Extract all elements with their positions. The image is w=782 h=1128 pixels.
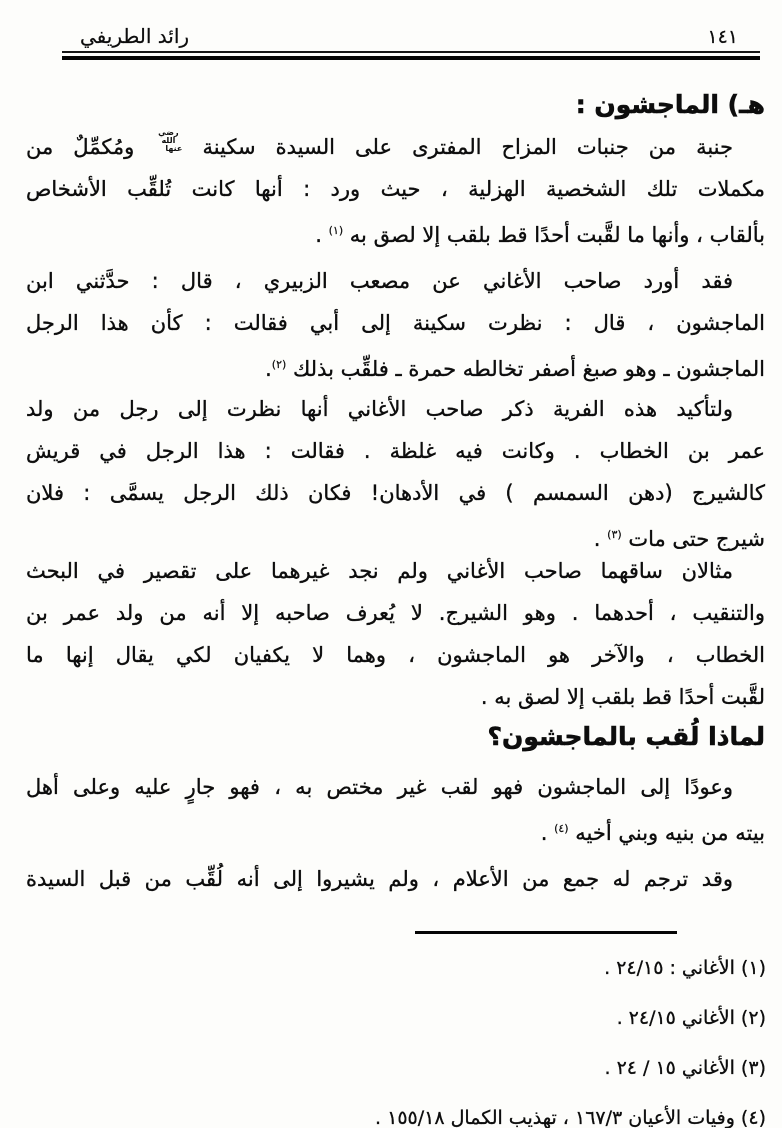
footnote-text: . xyxy=(375,1107,388,1128)
paragraph-line: والتنقيب ، أحدهما . وهو الشيرج. لا يُعرف صاحبه إلا أنه من ولد عمر بن xyxy=(26,601,765,625)
footnote-ref-4: (٤) xyxy=(554,822,569,835)
footnote-ref-1: (١) xyxy=(328,224,344,237)
paragraph-line: فقد أورد صاحب الأغاني عن مصعب الزبيري ، قال : حدَّثني ابن xyxy=(26,269,733,293)
citation-volume-page: ٢٤/١٥ xyxy=(616,957,664,979)
text-run: . xyxy=(315,223,329,247)
footnotes xyxy=(26,943,766,1128)
footnote-text: ، تهذيب الكمال xyxy=(444,1107,575,1128)
citation-volume-page: ٢٤/١٥ xyxy=(628,1007,676,1029)
footnote-text: . xyxy=(604,957,617,979)
citation-volume-page: ٢٤ / ١٥ xyxy=(616,1057,676,1079)
paragraph-1 xyxy=(26,126,765,256)
paragraph-line: لقَّبت أحدًا قط بلقب إلا لصق به . xyxy=(480,685,765,709)
footnote-text: (٢) الأغاني xyxy=(675,1007,766,1029)
paragraph-line: مكملات تلك الشخصية الهزلية ، حيث ورد : أنها كانت تُلقِّب الأشخاص xyxy=(26,177,765,201)
text-run: . xyxy=(540,821,555,845)
footnote-4 xyxy=(26,1093,766,1128)
footnote-text: . xyxy=(604,1057,617,1079)
footnote-ref-2: (٢) xyxy=(271,358,287,371)
paragraph-2 xyxy=(26,260,765,390)
paragraph-line: عمر بن الخطاب . وكانت فيه غلظة . فقالت : هذا الرجل في قريش xyxy=(26,439,765,463)
footnote-2 xyxy=(26,993,766,1043)
footnote-text: . xyxy=(616,1007,629,1029)
paragraph-3 xyxy=(26,388,765,560)
footnote-ref-3: (٣) xyxy=(607,528,622,541)
page-number: ١٤١ xyxy=(707,26,738,48)
paragraph-4 xyxy=(26,550,765,718)
footnote-separator xyxy=(415,931,677,934)
paragraph-line xyxy=(26,808,765,854)
text-run: . xyxy=(593,527,608,551)
footnote-text: (١) الأغاني : xyxy=(663,957,766,979)
text-run: جنبة من جنبات المزاح المفترى على السيدة سكينة xyxy=(182,135,733,159)
paragraph-line: وعودًا إلى الماجشون فهو لقب غير مختص به ، فهو جارٍ عليه وعلى أهل xyxy=(26,775,733,799)
text-run: بيته من بنيه وبني أخيه xyxy=(568,821,765,845)
section-heading-why-nicknamed: لماذا لُقب بالماجشون؟ xyxy=(487,722,765,751)
paragraph-line: الخطاب ، والآخر هو الماجشون ، وهما لا يكفيان لكي يقال إنها ما xyxy=(26,643,765,667)
footnote-1 xyxy=(26,943,766,993)
text-run: بألقاب ، وأنها ما لقَّبت أحدًا قط بلقب إلا لصق به xyxy=(343,223,765,247)
running-title: رائد الطريفي xyxy=(80,24,190,48)
footnote-3 xyxy=(26,1043,766,1093)
footnote-text: (٣) الأغاني xyxy=(675,1057,766,1079)
paragraph-5 xyxy=(26,766,765,854)
paragraph-line: الماجشون ، قال : نظرت سكينة إلى أبي فقالت : كأن هذا الرجل xyxy=(26,311,765,335)
text-run: شيرج حتى مات xyxy=(621,527,765,551)
paragraph-line xyxy=(26,344,765,390)
paragraph-line: مثالان ساقهما صاحب الأغاني ولم نجد غيرهما على تقصير في البحث xyxy=(26,559,733,583)
paragraph-6 xyxy=(26,858,765,900)
paragraph-line xyxy=(26,126,765,168)
citation-volume-page: ١٦٧/٣ xyxy=(574,1107,623,1128)
paragraph-line: وقد ترجم له جمع من الأعلام ، ولم يشيروا إلى أنه لُقِّب من قبل السيدة xyxy=(26,867,733,891)
text-run: . xyxy=(265,357,272,381)
text-run: الماجشون ـ وهو صبغ أصفر تخالطه حمرة ـ فلقِّب بذلك xyxy=(286,357,765,381)
footnote-text: (٤) وفيات الأعيان xyxy=(622,1107,766,1128)
text-run: ومُكمِّلٌ من xyxy=(26,135,155,159)
honorific-radi-allahu-anha: رضي الله عنها xyxy=(158,128,183,153)
header-rule-thick xyxy=(62,56,760,60)
section-heading-almajishun: هـ) الماجشون : xyxy=(575,90,765,119)
paragraph-line xyxy=(26,210,765,256)
citation-volume-page: ١٥٥/١٨ xyxy=(387,1107,445,1128)
paragraph-line: كالشيرج (دهن السمسم ) في الأدهان! فكان ذلك الرجل يسمَّى : فلان xyxy=(26,481,765,505)
paragraph-line: ولتأكيد هذه الفرية ذكر صاحب الأغاني أنها نظرت إلى رجل من ولد xyxy=(26,397,733,421)
header-rule-thin xyxy=(62,51,760,53)
